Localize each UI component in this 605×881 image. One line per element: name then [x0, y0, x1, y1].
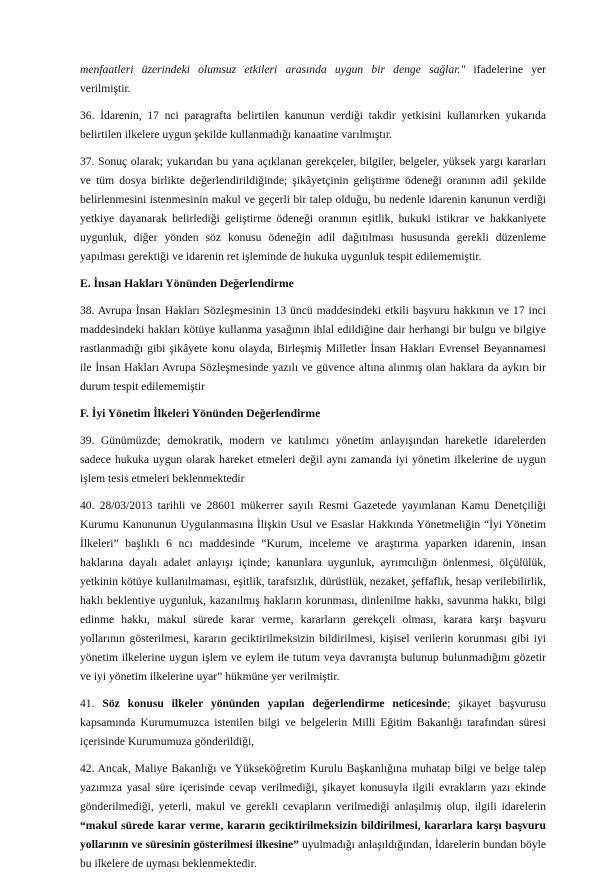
paragraph-continuation — [80, 60, 546, 98]
paragraph-39: 39. Günümüzde; demokratik, modern ve katılımcı yönetim anlayışından hareketle idarelerden sadece hukuka uygun olarak hareket etmeleri değil aynı zamanda iyi yönetim ilkelerine de uygun işlem tesis etmeleri beklenmektedir — [80, 434, 546, 485]
paragraph-41-number: 41. — [80, 697, 103, 710]
paragraph-41-bold: Söz konusu ilkeler yönünden yapılan değerlendirme neticesinde — [102, 697, 448, 710]
heading-good-governance: F. İyi Yönetim İlkeleri Yönünden Değerlendirme — [80, 407, 321, 420]
paragraph-42-bold: “makul sürede karar verme, kararın geciktirilmeksizin bildirilmesi, kararlara karşı başvuru yollarının ve süresinin gösterilmesi ilkesine” — [80, 819, 546, 851]
paragraph-40: 40. 28/03/2013 tarihli ve 28601 mükerrer sayılı Resmi Gazetede yayımlanan Kamu Denetçiliği Kurumu Kanununun Uygulanmasına İlişkin Usul ve Esaslar Hakkında Yönetmeliğin “İyi Yönetim İlkeleri” başlıklı 6 ncı maddesinde “Kurum, inceleme ve araştırma yaparken idarenin, insan haklarına dayalı adalet anlayışı içinde; kanunlara uygunluk, ayrımcılığın önlenmesi, ölçülülük, yetkinin kötüye kullanılmaması, eşitlik, tarafsızlık, dürüstlük, nezaket, şeffaflık, hesap verilebilirlik, haklı beklentiye uygunluk, kazanılmış hakların korunması, dinlenilme hakkı, savunma hakkı, bilgi edinme hakkı, makul sürede karar verme, kararların gerekçeli olması, karara karşı başvuru yollarının gösterilmesi, kararın geciktirilmeksizin bildirilmesi, kişisel verilerin korunması gibi iyi yönetim ilkelerine uygun işlem ve eylem ile tutum veya davranışta bulunup bulunmadığını gözetir ve iyi yönetim ilkelerine uyar” hükmüne yer verilmiştir. — [80, 499, 546, 683]
paragraph-42 — [80, 759, 546, 873]
paragraph-36: 36. İdarenin, 17 nci paragrafta belirtilen kanunun verdiği takdir yetkisini kullanırken yukarıda belirtilen ilkelere uygun şekilde kullanmadığı kanaatine varılmıştır. — [80, 109, 546, 141]
paragraph-42-rest: uyulmadığı anlaşıldığından, İdarelerin bundan böyle bu ilkelere de uyması beklenmektedir. — [80, 838, 546, 870]
continuation-text: ifadelerine yer verilmiştir. — [80, 63, 546, 95]
heading-human-rights: E. İnsan Hakları Yönünden Değerlendirme — [80, 277, 294, 290]
paragraph-37: 37. Sonuç olarak; yukarıdan bu yana açıklanan gerekçeler, bilgiler, belgeler, yüksek yargı kararları ve tüm dosya birlikte değerlendirildiğinde; şikâyetçinin geliştirme ödeneği oranının adil şekilde belirlenmesini istenmesinin makul ve geçerli bir talep olduğu, bu nedenle idarenin kanunun verdiği yetkiye dayanarak belirlediği geliştirme ödeneği oranının eşitlik, hukuki istikrar ve hakkaniyete uygunluk, diğer yönden söz konusu ödeneğin adil dağıtılması hususunda gerekli düzenleme yapılması gerektiği ve idarenin ret işleminde de hukuka uygunluk tespit edilememiştir. — [80, 155, 546, 263]
document-page — [80, 60, 546, 881]
paragraph-42-text: 42. Ancak, Maliye Bakanlığı ve Yükseköğretim Kurulu Başkanlığına muhatap bilgi ve belge talep yazımıza yasal süre içerisinde cevap verilmediği, şikayet konusuyla ilgili evrakların yazı ekinde gönderilmediği, yeterli, makul ve gerekli cevapların verilmediği anlaşılmış olup, ilgili idarelerin — [80, 762, 546, 813]
paragraph-38: 38. Avrupa İnsan Hakları Sözleşmesinin 13 üncü maddesindeki etkili başvuru hakkının ve 17 inci maddesindeki hakları kötüye kullanma yasağının ihlal edildiğine dair herhangi bir bulgu ve bilgiye rastlanmadığı gibi şikâyete konu olayda, Birleşmiş Milletler İnsan Hakları Evrensel Beyannamesi ile İnsan Hakları Avrupa Sözleşmesinde yazılı ve güvence altına alınmış olan haklara da aykırı bir durum tespit edilememiştir — [80, 304, 546, 393]
paragraph-41 — [80, 694, 546, 751]
paragraph-41-text: ; şikayet başvurusu kapsamında Kurumumuzca istenilen bilgi ve belgelerin Milli Eğitim Bakanlığı tarafından süresi içerisinde Kurumumuza gönderildiği, — [80, 697, 546, 748]
italic-quote: menfaatleri üzerindeki olumsuz etkileri arasında uygun bir denge sağlar." — [80, 63, 466, 76]
